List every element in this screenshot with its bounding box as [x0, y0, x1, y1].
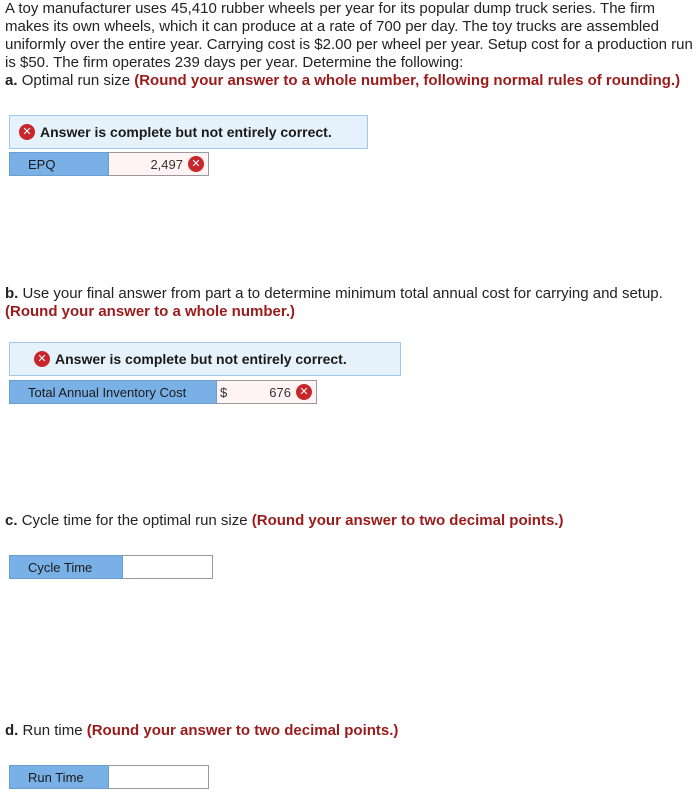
epq-value: 2,497 [150, 156, 183, 172]
part-d-letter: d. [5, 722, 19, 739]
total-annual-inventory-cost-label: Total Annual Inventory Cost [9, 380, 217, 404]
part-a-instruction: (Round your answer to a whole number, following normal rules of rounding.) [134, 72, 681, 89]
part-a-answer-row [9, 152, 209, 176]
cycle-time-label: Cycle Time [9, 555, 123, 579]
part-b-feedback-text: Answer is complete but not entirely correct. [55, 351, 347, 367]
part-a-question: Optimal run size [21, 72, 131, 89]
x-circle-icon: ✕ [34, 351, 50, 367]
x-circle-icon: ✕ [296, 384, 312, 400]
part-c-question-block [5, 512, 697, 530]
part-b-instruction: (Round your answer to a whole number.) [5, 303, 296, 320]
run-time-input[interactable] [109, 765, 209, 789]
problem-text: A toy manufacturer uses 45,410 rubber wheels per year for its popular dump truck series. The firm makes its own wheels, which it can produce at a rate of 700 per day. The toy trucks are assembled uniformly over the entire year. Carrying cost is $2.00 per wheel per year. Setup cost for a production run is $50. The firm operates 239 days per year. Determine the following: [5, 0, 693, 71]
part-d-question-block [5, 722, 697, 740]
run-time-label: Run Time [9, 765, 109, 789]
part-b-question-block [5, 285, 697, 321]
part-d-question: Run time [22, 722, 83, 739]
part-b-question: Use your final answer from part a to determine minimum total annual cost for carrying and setup. [22, 285, 663, 302]
x-circle-icon: ✕ [188, 156, 204, 172]
part-b-answer-row [9, 380, 317, 404]
part-c-answer-row [9, 555, 213, 579]
cycle-time-input[interactable] [123, 555, 213, 579]
currency-symbol: $ [217, 380, 237, 404]
x-circle-icon: ✕ [19, 124, 35, 140]
epq-input[interactable] [109, 152, 209, 176]
epq-label: EPQ [9, 152, 109, 176]
part-a-feedback-banner [9, 115, 368, 149]
problem-statement [5, 0, 697, 90]
part-b-letter: b. [5, 285, 19, 302]
part-d-answer-row [9, 765, 209, 789]
part-d-instruction: (Round your answer to two decimal points.) [86, 722, 399, 739]
part-a-feedback-text: Answer is complete but not entirely correct. [40, 124, 332, 140]
part-b-feedback-banner [9, 342, 401, 376]
part-c-instruction: (Round your answer to two decimal points.) [251, 512, 564, 529]
part-c-question: Cycle time for the optimal run size [21, 512, 248, 529]
total-annual-inventory-cost-input[interactable] [237, 380, 317, 404]
total-annual-inventory-cost-value: 676 [269, 384, 291, 400]
part-a-letter: a. [5, 72, 18, 89]
part-c-letter: c. [5, 512, 18, 529]
